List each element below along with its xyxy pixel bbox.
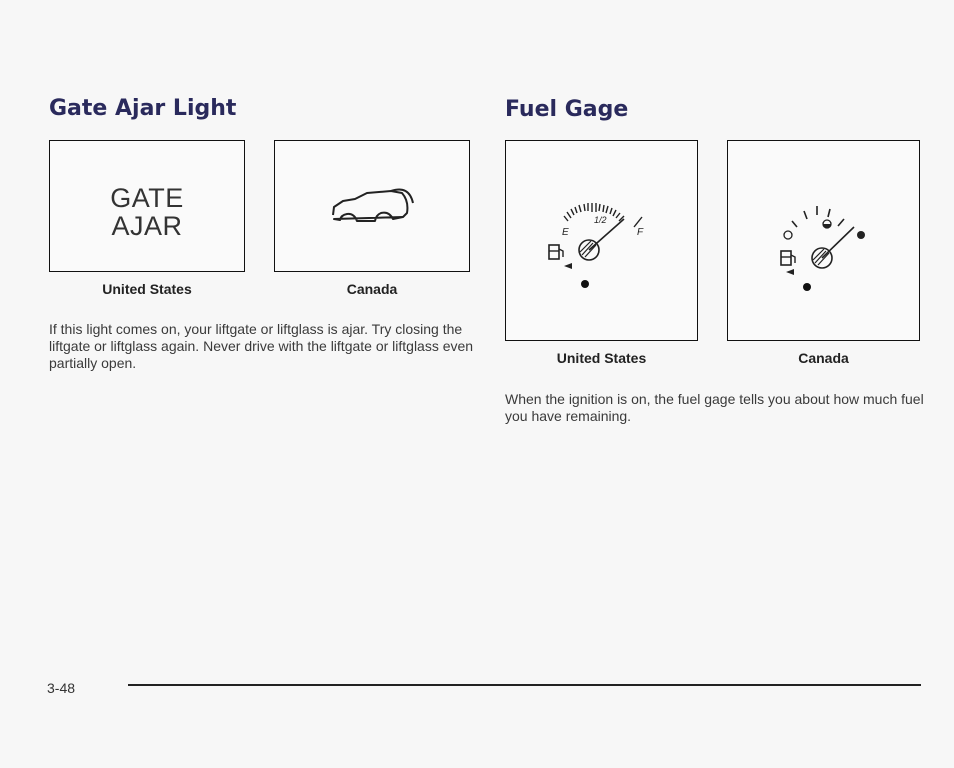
fuel-us-caption: United States	[556, 350, 647, 366]
fuel-canada-caption: Canada	[798, 350, 849, 366]
gage-full-label: F	[637, 227, 644, 238]
fuel-gage-heading: Fuel Gage	[505, 97, 629, 122]
gate-ajar-description: If this light comes on, your liftgate or liftglass is ajar. Try closing the liftgate or liftglass again. Never drive with the liftgate or liftglass even partially open.	[49, 321, 474, 371]
fuel-gage-description: When the ignition is on, the fuel gage tells you about how much fuel you have remaining.	[505, 391, 924, 424]
fuel-gage-us-icon	[506, 141, 699, 342]
gate-ajar-light-us-text	[50, 184, 244, 240]
gate-ajar-light-us-panel	[49, 140, 245, 272]
gate-text-line2: AJAR	[111, 211, 183, 241]
gate-ajar-light-canada-panel	[274, 140, 470, 272]
gate-canada-caption: Canada	[346, 281, 398, 297]
gate-text-line1: GATE	[110, 183, 184, 213]
page-number: 3-48	[47, 680, 76, 696]
fuel-gage-symbols-icon	[728, 141, 921, 342]
vehicle-liftgate-icon	[327, 183, 417, 233]
gate-us-caption: United States	[102, 281, 192, 297]
fuel-gage-us-panel	[505, 140, 698, 341]
gage-half-label: 1/2	[594, 215, 607, 225]
footer-rule	[128, 684, 921, 686]
gage-empty-label: E	[562, 227, 569, 238]
gate-ajar-heading: Gate Ajar Light	[49, 96, 237, 121]
fuel-gage-canada-panel	[727, 140, 920, 341]
